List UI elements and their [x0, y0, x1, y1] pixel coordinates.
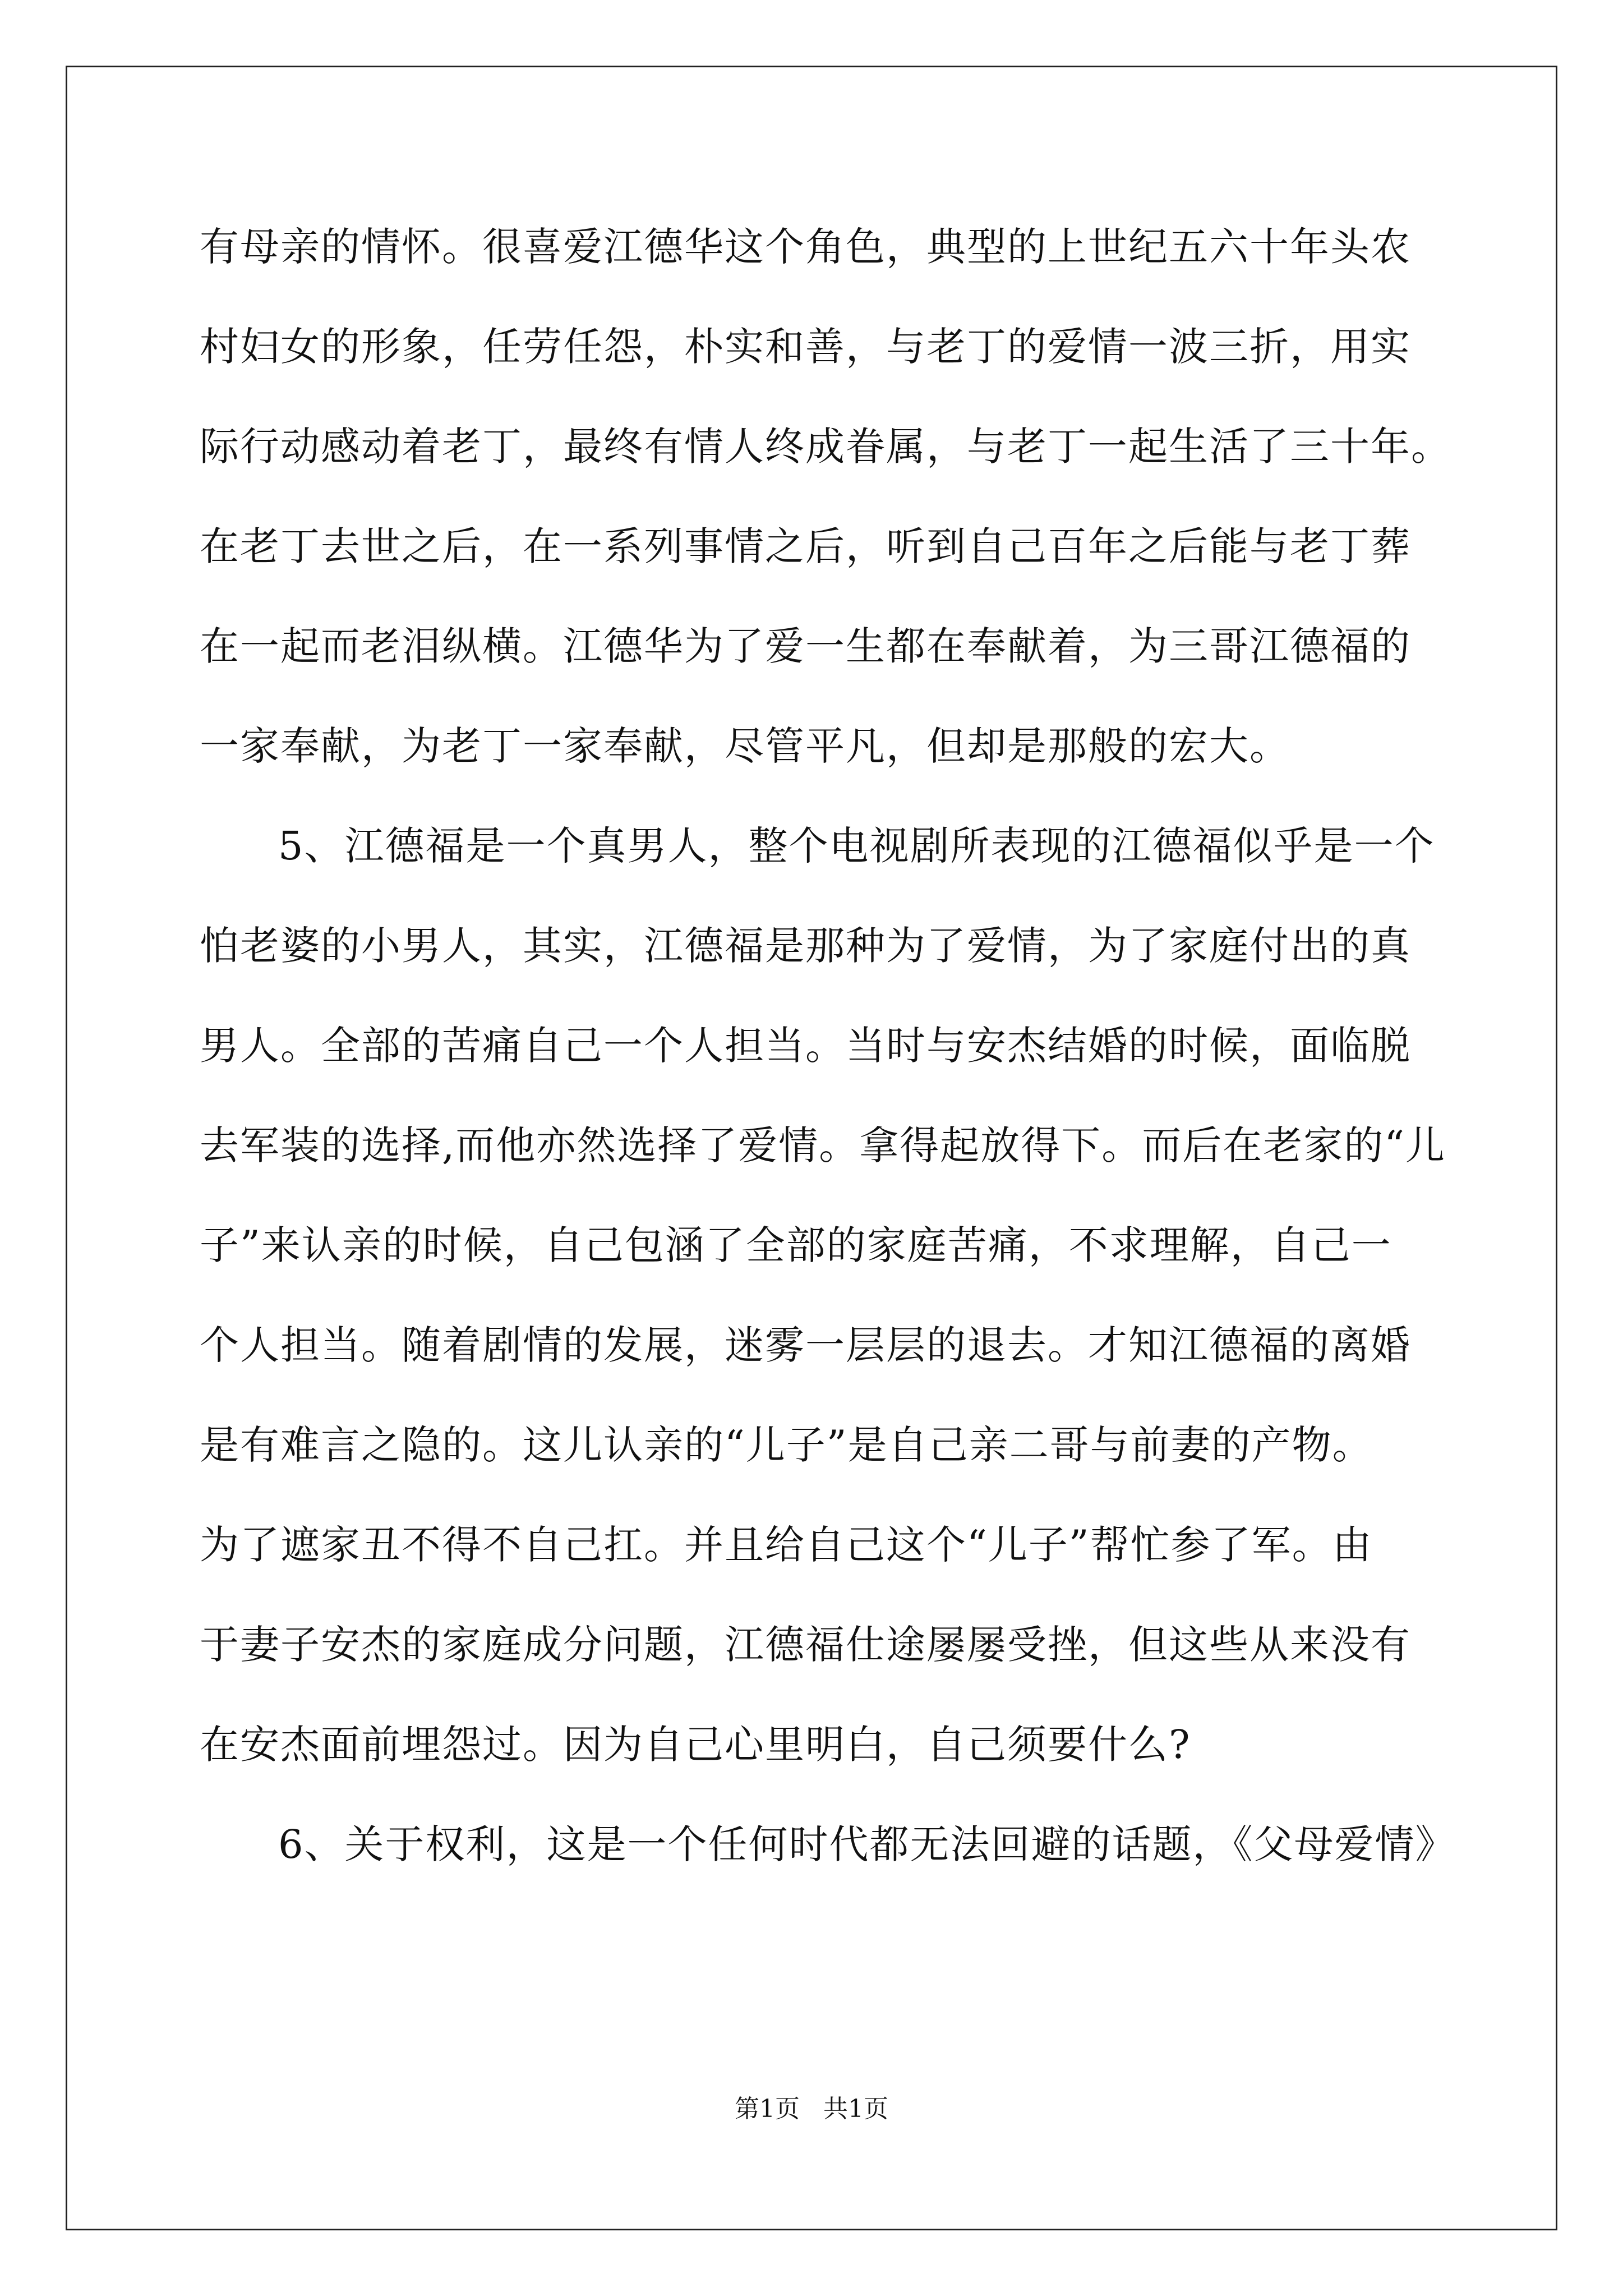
- text-line: 在安杰面前埋怨过。因为自己心里明白，自己须要什么?: [200, 1722, 1191, 1768]
- text-line: 子”来认亲的时候，自己包涵了全部的家庭苦痛，不求理解，自己一: [200, 1222, 1392, 1268]
- paragraph-start-line: 5、江德福是一个真男人，整个电视剧所表现的江德福似乎是一个: [278, 823, 1435, 869]
- text-line: 有母亲的情怀。很喜爱江德华这个角色，典型的上世纪五六十年头农: [200, 224, 1411, 270]
- text-line: 在老丁去世之后，在一系列事情之后，听到自己百年之后能与老丁葬: [200, 523, 1411, 569]
- document-body: [200, 219, 1456, 1916]
- text-line: 一家奉献，为老丁一家奉献，尽管平凡，但却是那般的宏大。: [200, 723, 1290, 769]
- paragraph-start-line: 6、关于权利，这是一个任何时代都无法回避的话题，《父母爱情》: [278, 1821, 1456, 1867]
- text-line: 去军装的选择,而他亦然选择了爱情。拿得起放得下。而后在老家的“儿: [200, 1122, 1446, 1168]
- text-line: 村妇女的形象，任劳任怨，朴实和善，与老丁的爱情一波三折，用实: [200, 324, 1411, 370]
- text-line: 男人。全部的苦痛自己一个人担当。当时与安杰结婚的时候，面临脱: [200, 1023, 1411, 1069]
- page-number-footer: 第1页 共1页: [735, 2095, 888, 2123]
- text-line: 于妻子安杰的家庭成分问题，江德福仕途屡屡受挫，但这些从来没有: [200, 1622, 1411, 1668]
- text-line: 为了遮家丑不得不自己扛。并且给自己这个“儿子”帮忙参了军。由: [200, 1522, 1373, 1568]
- text-line: 个人担当。随着剧情的发展，迷雾一层层的退去。才知江德福的离婚: [200, 1322, 1411, 1368]
- text-line: 怕老婆的小男人，其实，江德福是那种为了爱情，为了家庭付出的真: [200, 923, 1411, 969]
- text-line: 在一起而老泪纵横。江德华为了爱一生都在奉献着，为三哥江德福的: [200, 623, 1411, 669]
- text-line: 是有难言之隐的。这儿认亲的“儿子”是自己亲二哥与前妻的产物。: [200, 1422, 1373, 1468]
- text-line: 际行动感动着老丁，最终有情人终成眷属，与老丁一起生活了三十年。: [200, 424, 1451, 470]
